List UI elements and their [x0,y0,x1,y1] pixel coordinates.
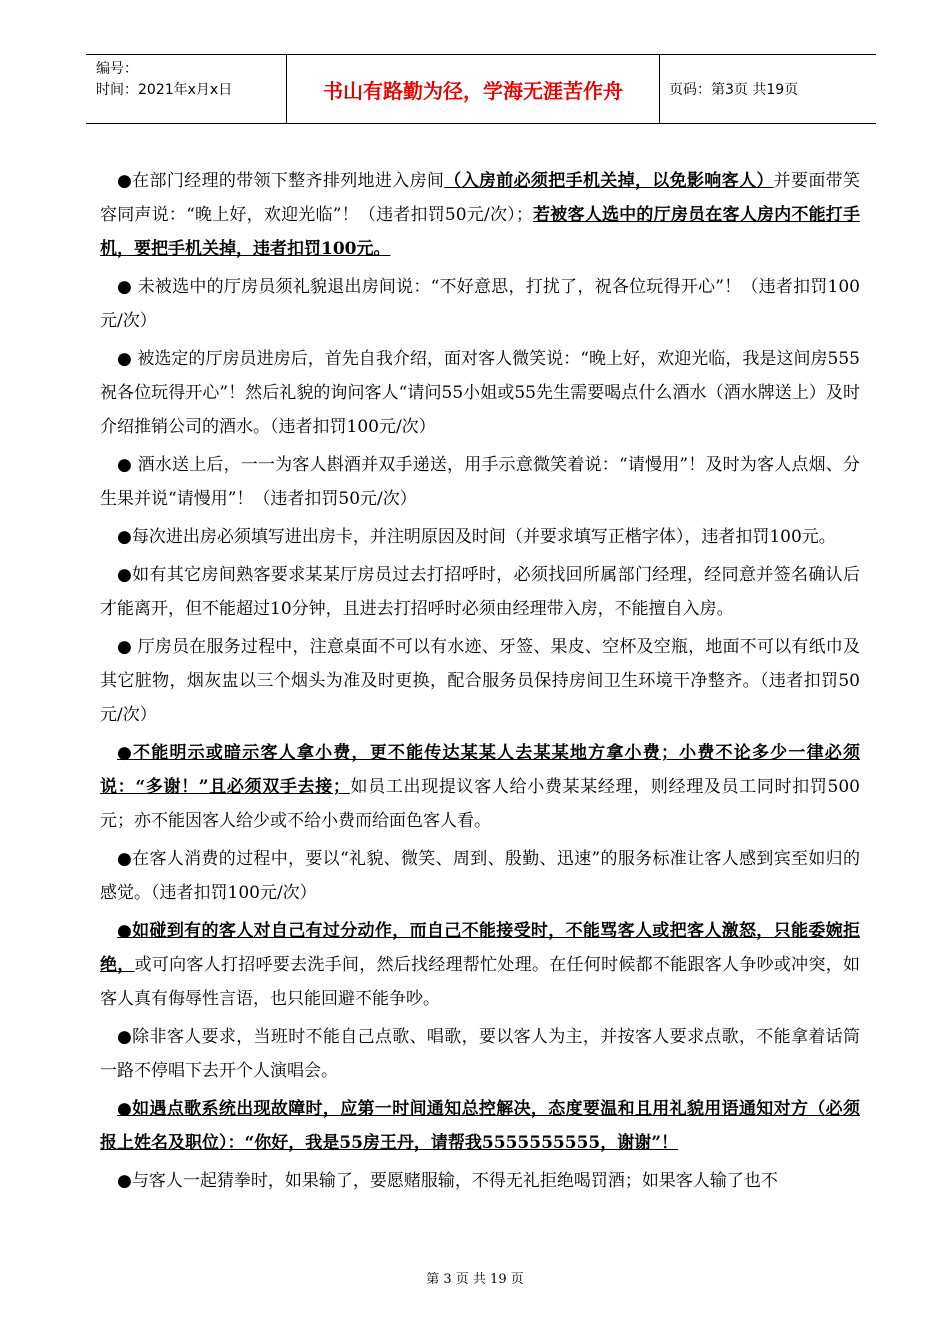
paragraph-text: ● 未被选中的厅房员须礼貌退出房间说：“不好意思，打扰了，祝各位玩得开心”！（违者扣罚100元/次） [100,277,860,331]
rule-paragraph [100,736,860,838]
paragraph-text: ● 厅房员在服务过程中，注意桌面不可以有水迹、牙签、果皮、空杯及空瓶，地面不可以有纸巾及其它脏物，烟灰盅以三个烟头为准及时更换，配合服务员保持房间卫生环境干净整齐。（违者扣罚50元/次） [100,637,860,725]
paragraph-text: 或可向客人打招呼要去洗手间，然后找经理帮忙处理。在任何时候都不能跟客人争吵或冲突，如客人真有侮辱性言语，也只能回避不能争吵。 [100,955,861,1009]
rule-paragraph [100,558,860,626]
emphasized-text: ●如遇点歌系统出现故障时，应第一时间通知总控解决，态度要温和且用礼貌用语通知对方（必须报上姓名及职位）：“你好，我是55房王丹，请帮我5555555555，谢谢”！ [100,1099,860,1153]
emphasized-text: ●不能明示或暗示客人拿小费，更不能传达某某人去某某地方拿小费；小费不论多少一律必须说：“多谢！”且必须双手去接； [100,743,860,797]
rule-paragraph [100,630,860,732]
rule-paragraph [100,448,860,516]
header-motto: 书山有路勤为径，学海无涯苦作舟 [286,55,660,123]
rule-paragraph [100,520,860,554]
header-time-label: 时间：2021年x月x日 [96,82,233,98]
paragraph-text: ●除非客人要求，当班时不能自己点歌、唱歌，要以客人为主，并按客人要求点歌，不能拿着话筒一路不停唱下去开个人演唱会。 [100,1027,860,1081]
rule-paragraph [100,1020,860,1088]
paragraph-text: ● 被选定的厅房员进房后，首先自我介绍，面对客人微笑说：“晚上好，欢迎光临，我是这间房555祝各位玩得开心”！然后礼貌的询问客人“请问55小姐或55先生需要喝点什么酒水（酒水牌送上）及时介绍推销公司的酒水。（违者扣罚100元/次） [100,349,860,437]
rule-paragraph [100,1092,860,1160]
page-footer: 第 3 页 共 19 页 [426,1272,524,1287]
paragraph-text: ●与客人一起猜拳时，如果输了，要愿赌服输，不得无礼拒绝喝罚酒；如果客人输了也不 [117,1171,778,1191]
header-number-label: 编号： [96,61,138,77]
paragraph-text: 如员工出现提议客人给小费某某经理，则经理及员工同时扣罚500元；亦不能因客人给少或不给小费而给面色客人看。 [100,777,860,831]
emphasized-text: （入房前必须把手机关掉，以免影响客人） [444,171,774,191]
rule-paragraph [100,842,860,910]
header-meta [96,59,232,101]
rule-paragraph [100,914,860,1016]
emphasized-text: ●如碰到有的客人对自己有过分动作，而自己不能接受时，不能骂客人或把客人激怒，只能委婉拒绝， [100,921,860,975]
rule-paragraph [100,164,860,266]
page-header [86,54,876,124]
paragraph-text: ● 酒水送上后，一一为客人斟酒并双手递送，用手示意微笑着说：“请慢用”！及时为客人点烟、分生果并说“请慢用”！（违者扣罚50元/次） [100,455,860,509]
rule-paragraph [100,342,860,444]
paragraph-text: ●在客人消费的过程中，要以“礼貌、微笑、周到、殷勤、迅速”的服务标准让客人感到宾至如归的感觉。（违者扣罚100元/次） [100,849,860,903]
paragraph-text: ●在部门经理的带领下整齐排列地进入房间 [117,171,445,191]
rule-paragraph [100,270,860,338]
header-page-info: 页码：第3页 共19页 [669,82,799,98]
rule-paragraph [100,1164,860,1198]
paragraph-text: 并要面带笑容同声说：“晚上好，欢迎光临”！（违者扣罚50元/次）； [100,171,861,225]
emphasized-text: 若被客人选中的厅房员在客人房内不能打手机，要把手机关掉，违者扣罚100元。 [100,205,860,259]
document-body [100,164,860,1202]
paragraph-text: ●每次进出房必须填写进出房卡，并注明原因及时间（并要求填写正楷字体），违者扣罚100元。 [117,527,836,547]
paragraph-text: ●如有其它房间熟客要求某某厅房员过去打招呼时，必须找回所属部门经理，经同意并签名确认后才能离开，但不能超过10分钟，且进去打招呼时必须由经理带入房，不能擅自入房。 [100,565,860,619]
